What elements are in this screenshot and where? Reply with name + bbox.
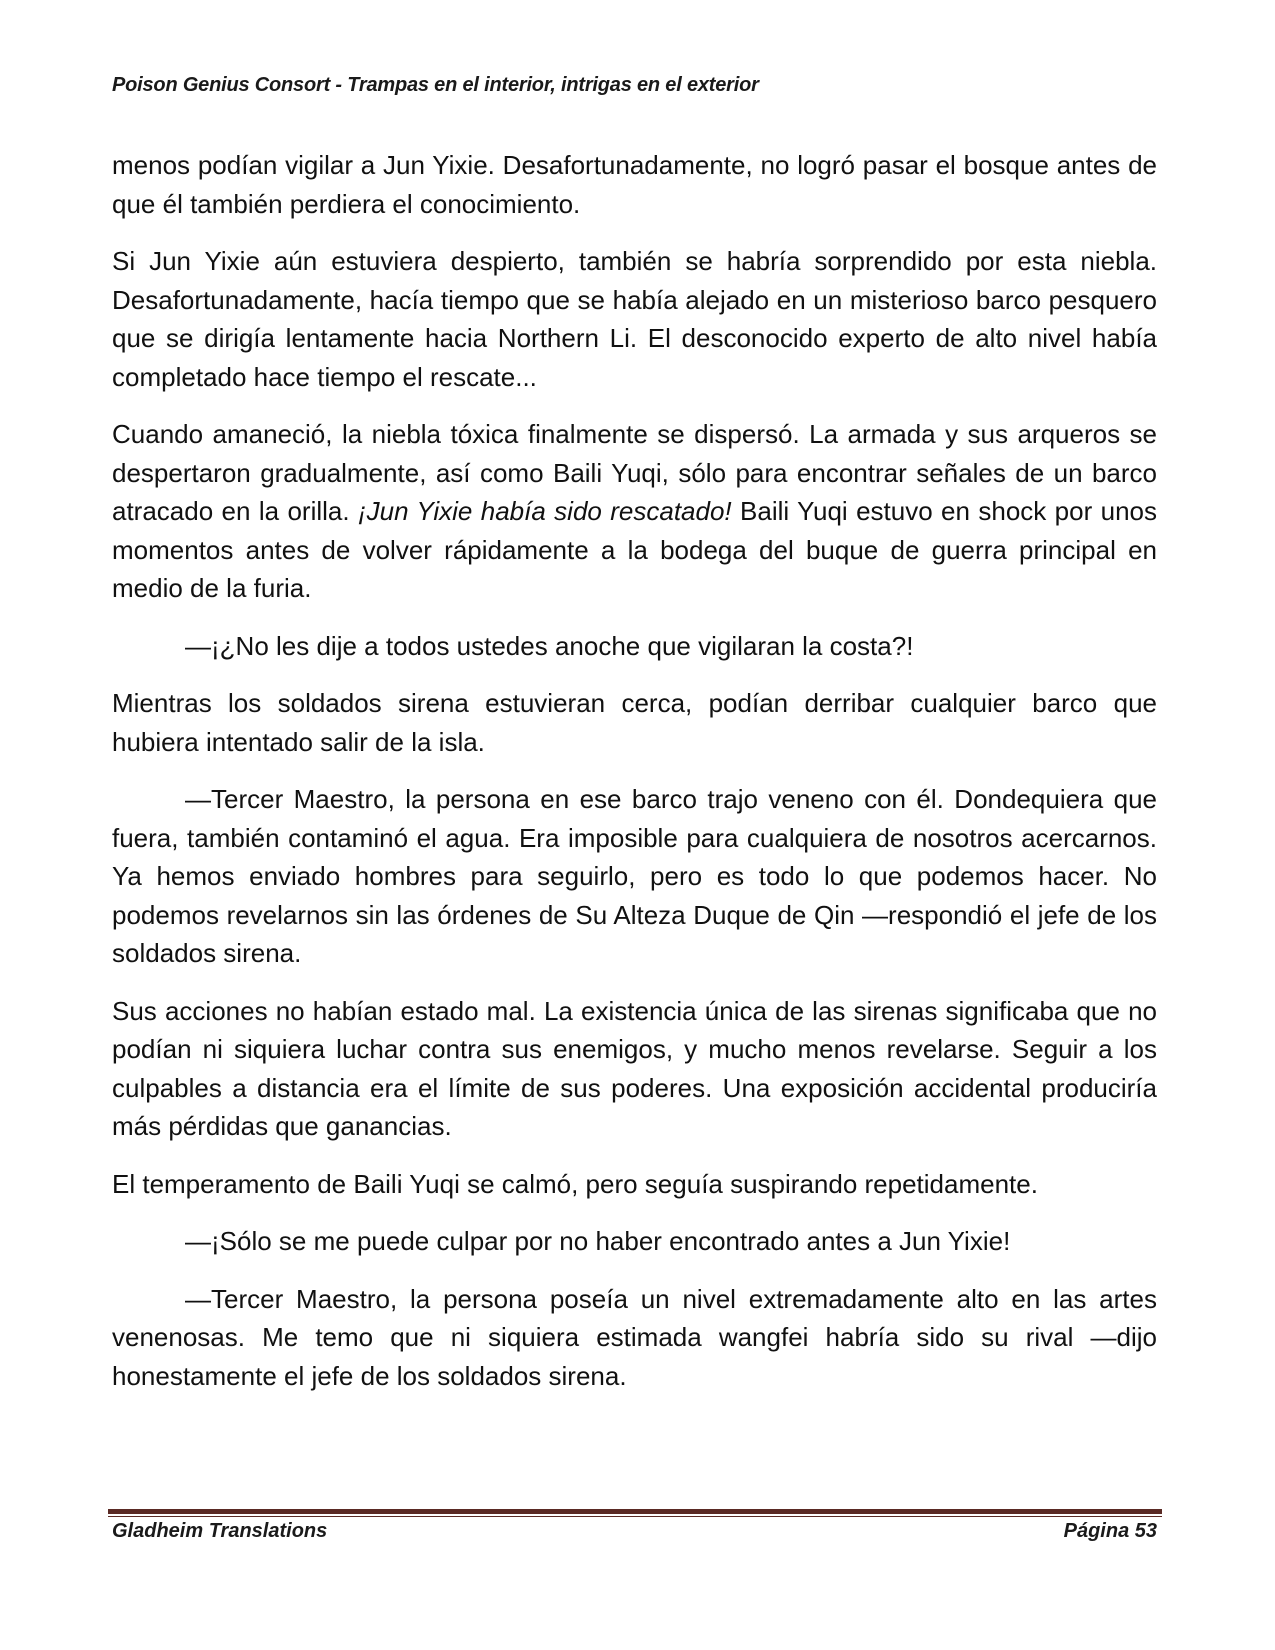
- paragraph-3: [112, 415, 1157, 608]
- paragraph-8: El temperamento de Baili Yuqi se calmó, pero seguía suspirando repetidamente.: [112, 1168, 1038, 1199]
- footer-page-number: Página 53: [1063, 1520, 1157, 1542]
- footer-publisher: Gladheim Translations: [112, 1520, 328, 1542]
- running-header: Poison Genius Consort - Trampas en el interior, intrigas en el exterior: [112, 74, 759, 96]
- paragraph-5: Mientras los soldados sirena estuvieran cerca, podían derribar cualquier barco que hubiera intentado salir de la isla.: [112, 688, 1157, 757]
- dialogue-1: —¡¿No les dije a todos ustedes anoche que vigilaran la costa?!: [185, 630, 914, 661]
- paragraph-1: menos podían vigilar a Jun Yixie. Desafortunadamente, no logró pasar el bosque antes de que él también perdiera el conocimiento.: [112, 150, 1157, 219]
- dialogue-2: —Tercer Maestro, la persona en ese barco trajo veneno con él. Dondequiera que fuera, también contaminó el agua. Era imposible para cualquiera de nosotros acercarnos. Ya hemos enviado hombres para seguirlo, pero es todo lo que podemos hacer. No podemos revelarnos sin las órdenes de Su Alteza Duque de Qin —respondió el jefe de los soldados sirena.: [112, 784, 1157, 968]
- dialogue-4: —Tercer Maestro, la persona poseía un nivel extremadamente alto en las artes venenosas. Me temo que ni siquiera estimada wangfei habría sido su rival —dijo honestamente el jefe de los soldados sirena.: [112, 1283, 1157, 1391]
- paragraph-3-before: Cuando amaneció, la niebla tóxica finalmente se dispersó. La armada y sus arqueros se despertaron gradualmente, así como Baili Yuqi, sólo para encontrar señales de un barco atracado en la orilla.: [112, 419, 1157, 526]
- paragraph-2: Si Jun Yixie aún estuviera despierto, también se habría sorprendido por esta niebla. Desafortunadamente, hacía tiempo que se había alejado en un misterioso barco pesquero que se dirigía lentamente hacia Northern Li. El desconocido experto de alto nivel había completado hace tiempo el rescate...: [112, 246, 1157, 392]
- footer-rule: [108, 1509, 1162, 1517]
- paragraph-3-italic: ¡Jun Yixie había sido rescatado!: [357, 496, 732, 526]
- paragraph-3-after: Baili Yuqi estuvo en shock por unos momentos antes de volver rápidamente a la bodega del buque de guerra principal en medio de la furia.: [112, 496, 1157, 603]
- body-text: [112, 146, 1157, 1414]
- paragraph-7: Sus acciones no habían estado mal. La existencia única de las sirenas significaba que no podían ni siquiera luchar contra sus enemigos, y mucho menos revelarse. Seguir a los culpables a distancia era el límite de sus poderes. Una exposición accidental produciría más pérdidas que ganancias.: [112, 995, 1157, 1141]
- dialogue-3: —¡Sólo se me puede culpar por no haber encontrado antes a Jun Yixie!: [185, 1226, 1011, 1256]
